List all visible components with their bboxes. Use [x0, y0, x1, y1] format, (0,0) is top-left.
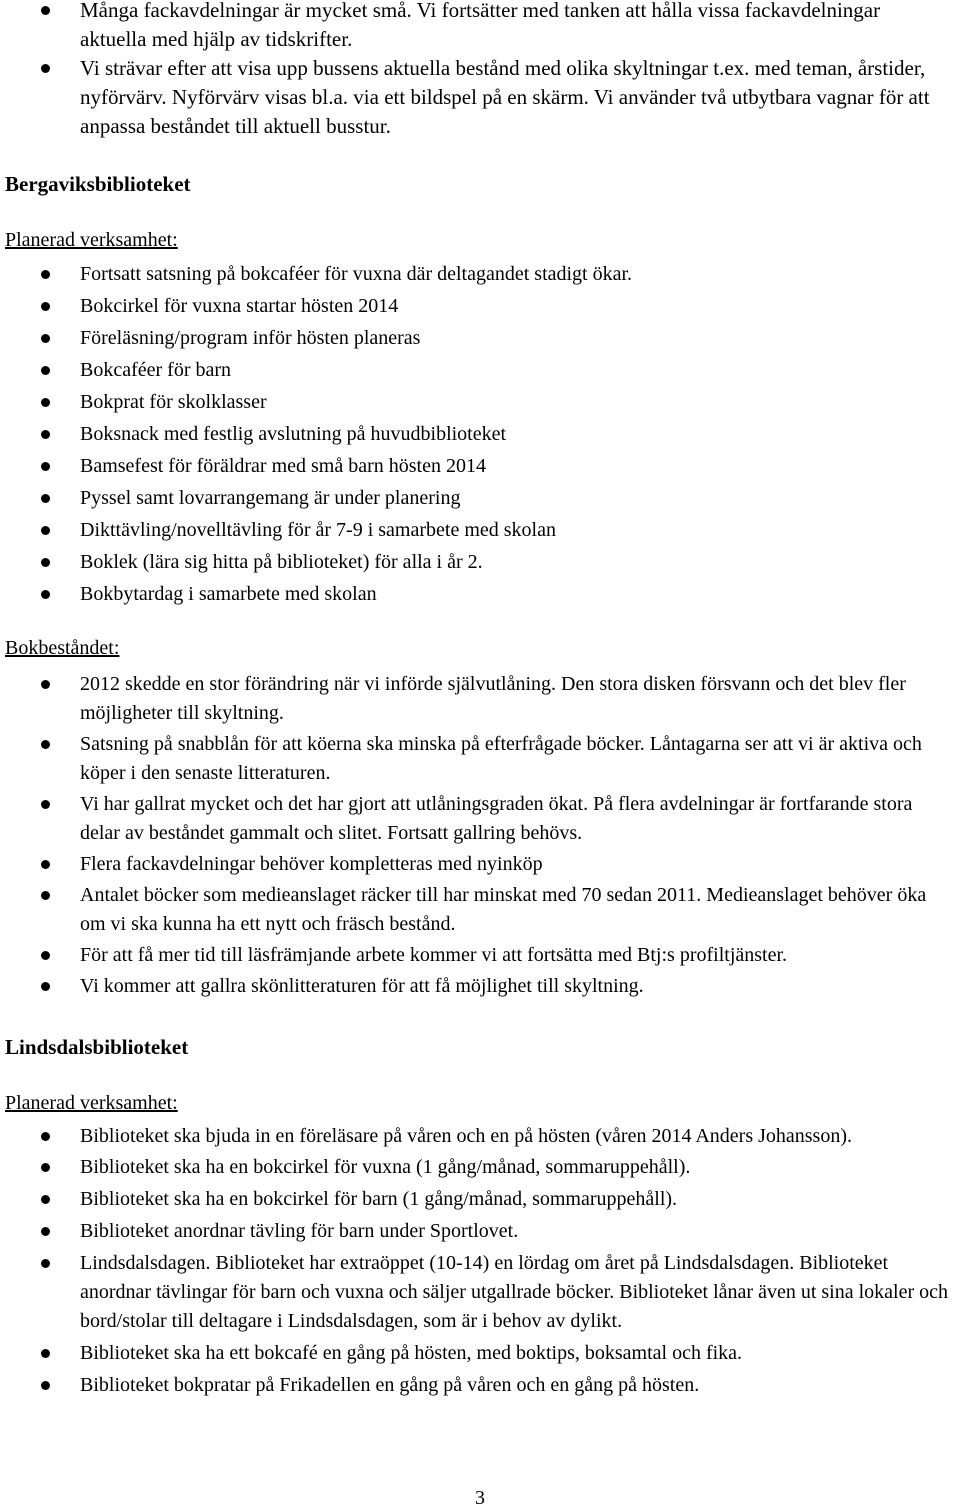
section-heading-lindsdals: Lindsdalsbiblioteket — [5, 1035, 189, 1059]
list-item: Biblioteket ska ha en bokcirkel för vuxna (1 gång/månad, sommaruppehåll). — [0, 1153, 950, 1182]
list-item: Bokcirkel för vuxna startar hösten 2014 — [0, 292, 950, 321]
list-item: Boksnack med festlig avslutning på huvudbiblioteket — [0, 420, 950, 449]
lindsdals-planned-list — [0, 1122, 950, 1400]
page-number: 3 — [475, 1487, 485, 1509]
list-item: För att få mer tid till läsfrämjande arbete kommer vi att fortsätta med Btj:s profiltjänster. — [0, 941, 950, 970]
list-item: Bamsefest för föräldrar med små barn hösten 2014 — [0, 452, 950, 481]
planned-activities-label: Planerad verksamhet: — [5, 1092, 178, 1114]
list-item: Lindsdalsdagen. Biblioteket har extraöppet (10-14) en lördag om året på Lindsdalsdagen. Biblioteket anordnar tävlingar för barn och vuxna och säljer utgallrade böcker. Biblioteket lånar även ut sina lokaler och bord/stolar till deltagare i Lindsdalsdagen, som är i behov av dylikt. — [0, 1249, 950, 1336]
list-item: Föreläsning/program inför hösten planeras — [0, 324, 950, 353]
section-heading-bergaviks: Bergaviksbiblioteket — [5, 172, 191, 196]
list-item: Pyssel samt lovarrangemang är under planering — [0, 484, 950, 513]
list-item: Antalet böcker som medieanslaget räcker till har minskat med 70 sedan 2011. Medieanslaget behöver öka om vi ska kunna ha ett nytt och fräsch bestånd. — [0, 881, 950, 939]
list-item: Vi har gallrat mycket och det har gjort att utlåningsgraden ökat. På flera avdelningar är fortfarande stora delar av beståndet gammalt och slitet. Fortsatt gallring behövs. — [0, 790, 950, 848]
list-item: Biblioteket bokpratar på Frikadellen en gång på våren och en gång på hösten. — [0, 1371, 950, 1400]
planned-activities-label: Planerad verksamhet: — [5, 229, 178, 251]
list-item: Boklek (lära sig hitta på biblioteket) för alla i år 2. — [0, 548, 950, 577]
list-item: Vi strävar efter att visa upp bussens aktuella bestånd med olika skyltningar t.ex. med teman, årstider, nyförvärv. Nyförvärv visas bl.a. via ett bildspel på en skärm. Vi använder två utbytbara vagnar för att anpassa beståndet till aktuell busstur. — [0, 54, 950, 141]
list-item: Vi kommer att gallra skönlitteraturen för att få möjlighet till skyltning. — [0, 972, 950, 1001]
list-item: Många fackavdelningar är mycket små. Vi fortsätter med tanken att hålla vissa fackavdelningar aktuella med hjälp av tidskrifter. — [0, 0, 950, 54]
list-item: Satsning på snabblån för att köerna ska minska på efterfrågade böcker. Låntagarna ser att vi är aktiva och köper i den senaste litteraturen. — [0, 730, 950, 788]
list-item: Fortsatt satsning på bokcaféer för vuxna där deltagandet stadigt ökar. — [0, 260, 950, 289]
intro-list — [0, 0, 950, 141]
bergaviks-collection-list — [0, 670, 950, 1001]
list-item: Biblioteket anordnar tävling för barn under Sportlovet. — [0, 1217, 950, 1246]
list-item: Bokcaféer för barn — [0, 356, 950, 385]
bergaviks-planned-list — [0, 260, 950, 612]
list-item: Flera fackavdelningar behöver kompletteras med nyinköp — [0, 850, 950, 879]
collection-label: Bokbeståndet: — [5, 637, 120, 659]
list-item: Biblioteket ska bjuda in en föreläsare på våren och en på hösten (våren 2014 Anders Johansson). — [0, 1122, 950, 1151]
list-item: Biblioteket ska ha ett bokcafé en gång på hösten, med boktips, boksamtal och fika. — [0, 1339, 950, 1368]
list-item: Biblioteket ska ha en bokcirkel för barn (1 gång/månad, sommaruppehåll). — [0, 1185, 950, 1214]
list-item: Dikttävling/novelltävling för år 7-9 i samarbete med skolan — [0, 516, 950, 545]
list-item: Bokprat för skolklasser — [0, 388, 950, 417]
list-item: Bokbytardag i samarbete med skolan — [0, 580, 950, 609]
list-item: 2012 skedde en stor förändring när vi införde självutlåning. Den stora disken försvann och det blev fler möjligheter till skyltning. — [0, 670, 950, 728]
